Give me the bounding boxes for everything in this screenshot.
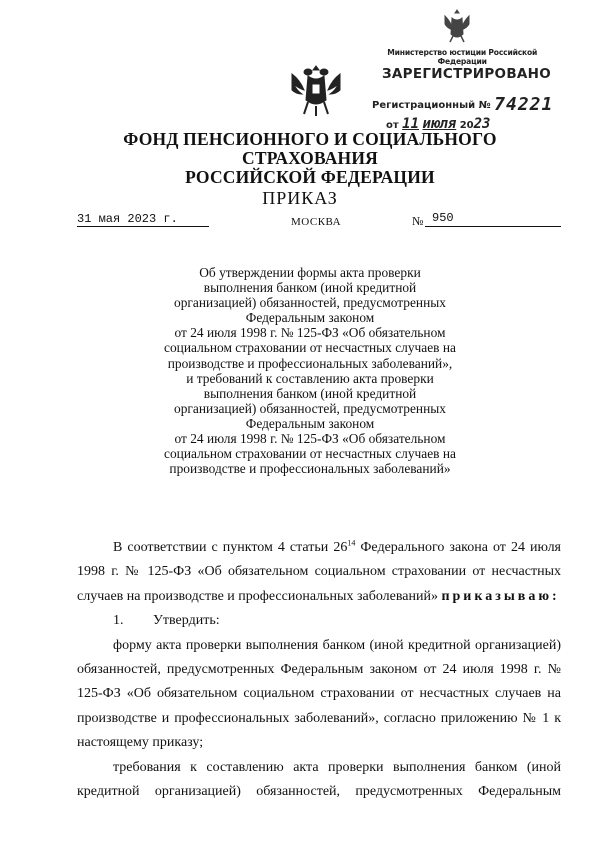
organization-title-line2: РОССИЙСКОЙ ФЕДЕРАЦИИ [185,167,435,187]
order-subject [150,265,470,476]
subject-line: выполнения банком (иной кредитной [203,385,417,401]
stamp-date-year: 23 [473,116,491,132]
subject-line: социальном страховании от несчастных случаев на [164,340,456,356]
order-body [77,536,561,804]
subject-line: от 24 июля 1998 г. № 125-ФЗ «Об обязательном [174,431,446,447]
requirements-paragraph: требования к составлению акта проверки выполнения банком (иной кредитной организацией) обязанностей, предусмотренных Федеральным [77,759,561,800]
subject-line: Об утверждении формы акта проверки [199,265,421,280]
stamp-registration-line [372,92,553,113]
order-action-word: приказываю: [441,588,560,604]
order-number: 950 [432,211,454,225]
subject-line: Федеральным законом [245,310,375,326]
stamp-reg-number: 74221 [494,94,554,115]
subject-line: производстве и профессиональных заболеваний», [167,355,453,371]
stamp-reg-label: Регистрационный № [372,100,491,111]
subject-line: и требований к составлению акта проверки [186,370,434,386]
stamp-emblem [441,8,473,44]
stamp-ministry: Министерство юстиции Российской Федерации [387,48,538,66]
item-1-number: 1. [113,613,124,629]
subject-line: организацией) обязанностей, предусмотренных [174,400,446,416]
coat-of-arms-emblem [286,60,346,120]
subject-line: от 24 июля 1998 г. № 125-ФЗ «Об обязательном [174,325,446,341]
article-superscript: 14 [347,538,356,548]
subject-line: социальном страховании от несчастных случаев на [164,446,456,462]
order-date-underline [77,226,209,227]
stamp-registered-label: ЗАРЕГИСТРИРОВАНО [382,66,552,82]
subject-line: выполнения банком (иной кредитной [203,280,417,296]
order-date: 31 мая 2023 г. [77,212,178,226]
stamp-date-year-prefix: 20 [459,120,474,131]
document-type: ПРИКАЗ [262,188,338,208]
item-1-text: Утвердить: [153,613,220,629]
form-paragraph: форму акта проверки выполнения банком (иной кредитной организацией) обязанностей, предусмотренных Федеральным законом от 24 июля 1998 г. № 125-ФЗ «Об обязательном социальном страховании от несчастных случаев на производстве и профессиональных заболеваний», согласно приложению № 1 к настоящему приказу; [77,637,561,751]
organization-title [60,130,560,187]
stamp-date-month: июля [422,116,457,132]
preamble-text: В соответствии с пунктом 4 статьи 26 [113,540,348,555]
subject-line: Федеральным законом [245,415,375,431]
organization-title-line1: ФОНД ПЕНСИОННОГО И СОЦИАЛЬНОГО СТРАХОВАНИЯ [123,129,497,168]
stamp-date-day: 11 [402,116,420,132]
order-number-underline [425,226,561,227]
subject-line: производстве и профессиональных заболеваний» [169,461,451,477]
item-1 [77,609,561,633]
order-city: МОСКВА [291,216,342,228]
preamble-text-cont: Федерального закона от 24 июля 1998 г. № 125-ФЗ «Об обязательном социальном страховании от несчастных случаев на производстве и профессиональных заболеваний» [77,540,562,604]
subject-line: организацией) обязанностей, предусмотренных [174,295,446,311]
preamble-paragraph [77,536,561,609]
stamp-date-prefix: от [386,120,399,131]
order-number-label: № [412,214,424,228]
